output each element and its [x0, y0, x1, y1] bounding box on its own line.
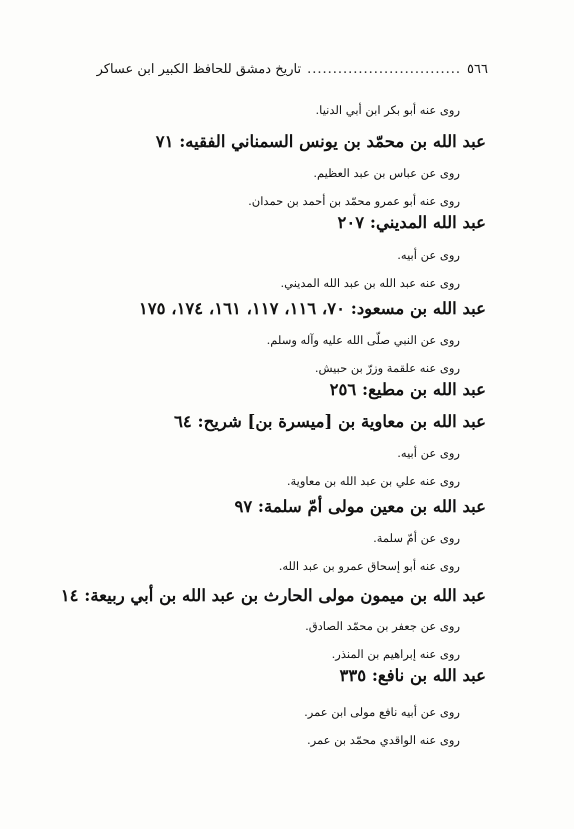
index-entry: عبد الله بن مطيع: ٢٥٦: [329, 380, 486, 399]
page-number: ٥٦٦: [467, 62, 488, 77]
running-header: [96, 62, 488, 77]
index-entry: عبد الله المديني: ٢٠٧: [337, 213, 486, 232]
index-entry: عبد الله بن نافع: ٣٣٥: [339, 666, 486, 685]
narrator-line: روى عنه علقمة وزرّ بن حبيش.: [314, 361, 460, 375]
index-entry: عبد الله بن ميمون مولى الحارث بن عبد الله بن أبي ربيعة: ١٤: [60, 586, 486, 605]
book-title: تاريخ دمشق للحافظ الكبير ابن عساكر: [96, 62, 302, 77]
narrator-line: روى عن جعفر بن محمّد الصادق.: [305, 619, 460, 633]
narrator-line: روى عن أبيه نافع مولى ابن عمر.: [304, 705, 460, 719]
index-entry: عبد الله بن معاوية بن [ميسرة بن] شريح: ٦٤: [174, 412, 486, 431]
narrator-line: روى عنه أبو إسحاق عمرو بن عبد الله.: [278, 559, 460, 573]
index-entry: عبد الله بن محمّد بن يونس السمناني الفقيه: ٧١: [155, 132, 486, 151]
narrator-line: روى عن أمّ سلمة.: [373, 531, 460, 545]
narrator-line: روى عنه إبراهيم بن المنذر.: [331, 647, 460, 661]
narrator-line: روى عنه علي بن عبد الله بن معاوية.: [286, 474, 460, 488]
narrator-line: روى عن النبي صلّى الله عليه وآله وسلم.: [266, 333, 460, 347]
narrator-line: روى عنه عبد الله بن عبد الله المديني.: [280, 276, 460, 290]
narrator-line: روى عن أبيه.: [397, 446, 460, 460]
narrator-line: روى عنه أبو بكر ابن أبي الدنيا.: [315, 103, 460, 117]
index-entry: عبد الله بن مسعود: ٧٠، ١١٦، ١١٧، ١٦١، ١٧٤، ١٧٥: [138, 299, 486, 318]
narrator-line: روى عن عباس بن عبد العظيم.: [313, 166, 460, 180]
narrator-line: روى عنه أبو عمرو محمّد بن أحمد بن حمدان.: [248, 194, 460, 208]
index-entry: عبد الله بن معين مولى أمّ سلمة: ٩٧: [234, 497, 486, 516]
header-dot-leader: ..............................: [307, 62, 462, 77]
narrator-line: روى عن أبيه.: [397, 248, 460, 262]
narrator-line: روى عنه الواقدي محمّد بن عمر.: [307, 733, 460, 747]
